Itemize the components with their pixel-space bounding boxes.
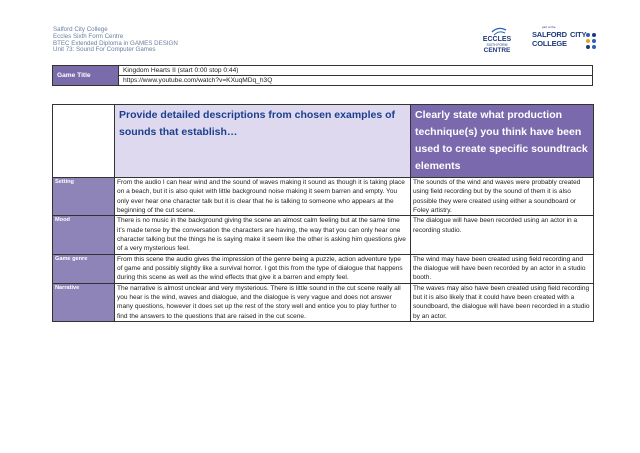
table-row xyxy=(53,254,594,283)
technique-cell: The sounds of the wind and waves were probably created using field recording but by the sound of them it is also possible they were created using either a soundboard or Foley artistry. xyxy=(411,178,594,216)
logo-dot-icon xyxy=(586,33,590,37)
table-row xyxy=(53,216,594,254)
header-line: BTEC Extended Diploma in GAMES DESIGN xyxy=(53,39,178,47)
logo-dot-icon xyxy=(592,39,596,43)
description-cell: From the audio I can hear wind and the sound of waves making it sound as though it is taking place on a beach, but it is also quiet with little background noise making it seem barren and empty. You only ever hear one character talk but it is clear that he is talking to someone who appears at the beginning of the cut scene. xyxy=(115,178,411,216)
eccles-logo-sub: SIXTH FORM xyxy=(486,43,508,47)
describe-column-header: Provide detailed descriptions from chosen examples of sounds that establish… xyxy=(115,105,411,178)
technique-column-header: Clearly state what production technique(s) you think have been used to create specific soundtrack elements xyxy=(411,105,594,178)
game-url: https://www.youtube.com/watch?v=KXuqMDq_h3Q xyxy=(119,76,593,86)
eccles-logo-word: ECCLES xyxy=(482,36,512,43)
technique-cell: The wind may have been created using field recording and the dialogue will have been recorded by an actor in a studio booth. xyxy=(411,254,594,283)
game-title-value: Kingdom Hearts II (start 0:00 stop 0:44) xyxy=(119,66,593,76)
row-label: Game genre xyxy=(53,254,115,283)
table-row xyxy=(53,178,594,216)
description-cell: From this scene the audio gives the impression of the genre being a puzzle, action adventure type of game and possibly slightly like a survival horror. I got this from the type of dialogue that happens during this scene as well as the wind effects that give it a barren and empty feel. xyxy=(115,254,411,283)
game-title-table xyxy=(52,65,593,86)
salford-college-logo xyxy=(530,25,600,55)
row-label: Narrative xyxy=(53,283,115,321)
college-header xyxy=(53,27,178,54)
corner-cell xyxy=(53,105,115,178)
header-line: Salford City College xyxy=(53,26,108,33)
logo-college-word: COLLEGE xyxy=(532,39,567,48)
description-cell: The narrative is almost unclear and very mysterious. There is little sound in the cut scene really all you hear is the wind, waves and dialogue, and the dialogue is very vague and does not answer many questions, however it does set up the rest of the story well and entice you to play further to find the answers to the questions that are raised in the cut scene. xyxy=(115,283,411,321)
header-line: Eccles Sixth Form Centre xyxy=(53,32,124,40)
logo-salford-word: SALFORD xyxy=(532,30,567,39)
logo-part-of: part of the xyxy=(542,25,556,29)
logo-city-word: CITY xyxy=(570,30,587,39)
logo-dot-icon xyxy=(586,39,590,43)
eccles-logo xyxy=(472,26,522,54)
sound-analysis-table xyxy=(52,104,594,322)
technique-cell: The waves may also have been created using field recording but it is also likely that it could have been created with a soundboard, the dialogue will have been recorded in a studio by an actor. xyxy=(411,283,594,321)
technique-cell: The dialogue will have been recorded using an actor in a recording studio. xyxy=(411,216,594,254)
logo-dot-icon xyxy=(592,45,596,49)
logo-dot-icon xyxy=(586,45,590,49)
row-label: Setting xyxy=(53,178,115,216)
eccles-logo-centre: CENTRE xyxy=(483,47,511,54)
table-row xyxy=(53,283,594,321)
table-header-row xyxy=(53,105,594,178)
game-title-label: Game Title xyxy=(53,66,119,86)
header-line: Unit 73: Sound For Computer Games xyxy=(53,46,156,54)
row-label: Mood xyxy=(53,216,115,254)
description-cell: There is no music in the background giving the scene an almost calm feeling but at the same time it’s made tense by the conversation the characters are having, the way that you can only hear one character talking but the things he is saying make it seem like the other is asking him questions give of a very mysterious feel. xyxy=(115,216,411,254)
logo-dot-icon xyxy=(592,33,596,37)
